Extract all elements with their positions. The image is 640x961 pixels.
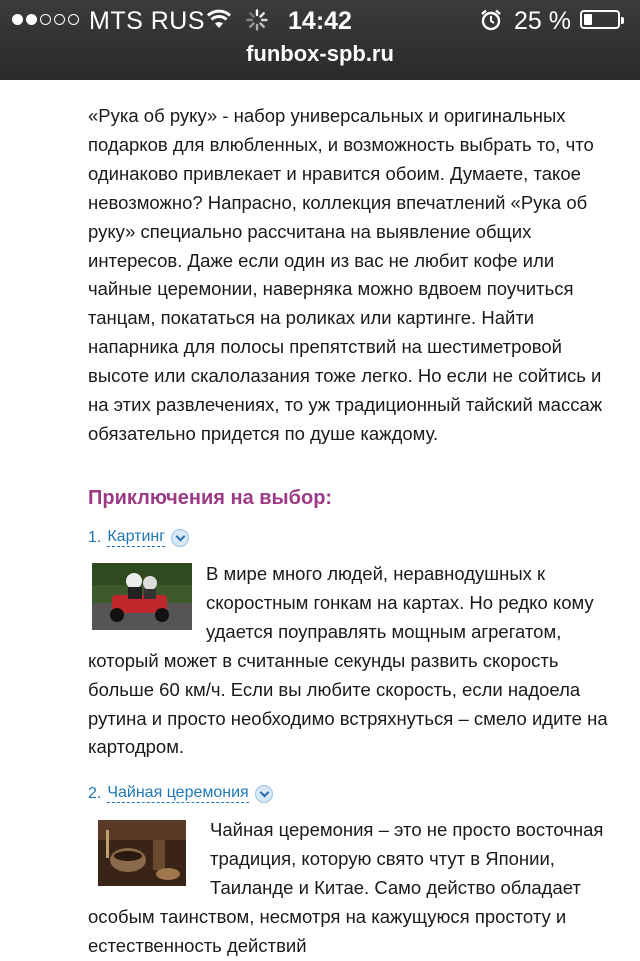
article-content: [88, 102, 608, 956]
item-karting: [88, 560, 608, 762]
item-tea-ceremony: [88, 816, 608, 961]
intro-paragraph: «Рука об руку» - набор универсальных и оригинальных подарков для влюбленных, и возможность выбрать то, что одинаково привлекает и нравится обоим. Думаете, такое невозможно? Напрасно, коллекция впечатлений «Рука об руку» специально рассчитана на выявление общих интересов. Даже если один из вас не любит кофе или чайные церемонии, наверняка можно вдвоем поучиться танцам, покататься на роликах или картинге. Найти напарника для полосы препятствий на шестиметровой высоте или скалолазания тоже легко. Но если не сойтись и на этих развлечениях, то уж традиционный тайский массаж обязательно придется по душе каждому.: [88, 105, 603, 444]
item-text-tea-ceremony: Чайная церемония – это не просто восточная традиция, которую свято чтут в Японии, Таиланде и Китае. Само действо обладает особым таинством, несмотря на кажущуюся простоту и естественность действий: [88, 819, 604, 956]
clock: 14:42: [288, 7, 352, 35]
section-title: Приключения на выбор:: [88, 487, 333, 509]
carrier-name: MTS RUS: [89, 7, 205, 35]
top-bar: [0, 0, 640, 80]
chevron-down-icon[interactable]: [171, 529, 189, 547]
battery-percentage: 25 %: [514, 7, 571, 35]
karting-photo: [92, 563, 192, 630]
address-bar-url[interactable]: funbox-spb.ru: [246, 41, 394, 66]
alarm-clock-icon: [480, 9, 502, 31]
item-number: 2.: [88, 784, 102, 802]
battery-icon: [580, 10, 620, 29]
item-link-karting[interactable]: Картинг: [107, 528, 166, 545]
item-header-tea-ceremony[interactable]: [88, 784, 273, 803]
item-link-tea-ceremony[interactable]: Чайная церемония: [107, 784, 249, 801]
chevron-down-icon[interactable]: [255, 785, 273, 803]
item-header-karting[interactable]: [88, 528, 189, 547]
item-text-karting: В мире много людей, неравнодушных к скоростным гонкам на картах. Но редко кому удается поуправлять мощным агрегатом, который может в считанные секунды развить скорость больше 60 км/ч. Если вы любите скорость, если надоела рутина и просто необходимо встряхнуться – смело идите на картодром.: [88, 563, 608, 758]
status-bar: [0, 0, 640, 40]
item-number: 1.: [88, 528, 102, 546]
tea-ceremony-photo: [98, 820, 186, 886]
